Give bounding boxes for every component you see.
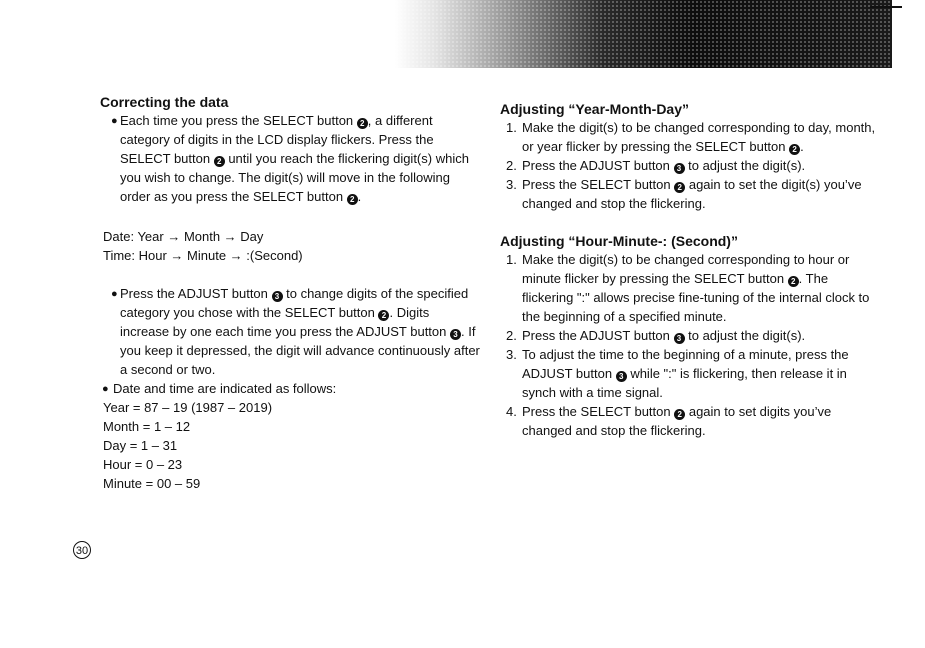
bullet-dot-icon: ● <box>102 383 109 395</box>
list-item: 3. To adjust the time to the beginning of a minute, press the ADJUST button 3 while ":" is flickering, then release it in synch with a time signal. <box>506 347 849 400</box>
section-heading-year-month-day: Adjusting “Year-Month-Day” <box>500 101 690 117</box>
adjust-button-marker-icon: 3 <box>674 163 685 174</box>
list-item: 3. Press the SELECT button 2 again to set the digit(s) you’ve changed and stop the flickering. <box>506 177 862 211</box>
list-item: 2. Press the ADJUST button 3 to adjust the digit(s). <box>506 158 806 173</box>
bullet-paragraph-select: ● Each time you press the SELECT button 2 , a different category of digits in the LCD display flickers. Press the SELECT button 2 until you reach the flickering digit(s) which you wish to change. The digit(s) will move in the following order as you press the SELECT button 2 . <box>111 113 469 204</box>
range-year: Year = 87 – 19 (1987 – 2019) <box>103 400 273 415</box>
select-button-marker-icon: 2 <box>788 276 799 287</box>
date-order-line: Date: Year → Month → Day <box>103 229 264 244</box>
adjust-button-marker-icon: 3 <box>450 329 461 340</box>
adjust-button-marker-icon: 3 <box>616 371 627 382</box>
bullet-dot-icon: ● <box>111 115 118 127</box>
range-minute: Minute = 00 – 59 <box>103 476 201 491</box>
right-column <box>500 100 880 440</box>
hms-steps-list <box>500 250 880 440</box>
list-item: 4. Press the SELECT button 2 again to set digits you’ve changed and stop the flickering. <box>506 404 832 438</box>
select-button-marker-icon: 2 <box>347 194 358 205</box>
section-heading-hour-minute-second: Adjusting “Hour-Minute-: (Second)” <box>500 233 738 249</box>
range-day: Day = 1 – 31 <box>103 438 178 453</box>
header-rule <box>870 6 902 8</box>
left-column <box>100 93 480 493</box>
list-item: 2. Press the ADJUST button 3 to adjust the digit(s). <box>506 328 806 343</box>
select-button-marker-icon: 2 <box>214 156 225 167</box>
select-button-marker-icon: 2 <box>674 409 685 420</box>
section-heading-correcting: Correcting the data <box>100 94 229 110</box>
select-button-marker-icon: 2 <box>789 144 800 155</box>
select-button-marker-icon: 2 <box>357 118 368 129</box>
list-item: 1. Make the digit(s) to be changed corresponding to hour or minute flicker by pressing the SELECT button 2 . The flickering ":" allows precise fine-tuning of the internal clock to the beginning of a specified minute. <box>506 252 870 324</box>
header-tone-band <box>395 0 892 68</box>
adjust-button-marker-icon: 3 <box>674 333 685 344</box>
bullet-paragraph-adjust: ● Press the ADJUST button 3 to change digits of the specified category you chose with the SELECT button 2 . Digits increase by one each time you press the ADJUST button 3 . If you keep it depressed, the digit will advance continuously after a second or two. <box>111 286 480 377</box>
adjust-button-marker-icon: 3 <box>272 291 283 302</box>
range-month: Month = 1 – 12 <box>103 419 191 434</box>
bullet-dot-icon: ● <box>111 288 118 300</box>
bullet-paragraph-ranges: ● Date and time are indicated as follows: <box>100 379 480 398</box>
page-number: 30 <box>73 541 91 559</box>
select-button-marker-icon: 2 <box>378 310 389 321</box>
range-hour: Hour = 0 – 23 <box>103 457 183 472</box>
list-item: 1. Make the digit(s) to be changed corresponding to day, month, or year flicker by pressing the SELECT button 2 . <box>506 120 876 154</box>
time-order-line: Time: Hour → Minute → :(Second) <box>103 248 303 263</box>
select-button-marker-icon: 2 <box>674 182 685 193</box>
ymd-steps-list <box>500 118 880 213</box>
